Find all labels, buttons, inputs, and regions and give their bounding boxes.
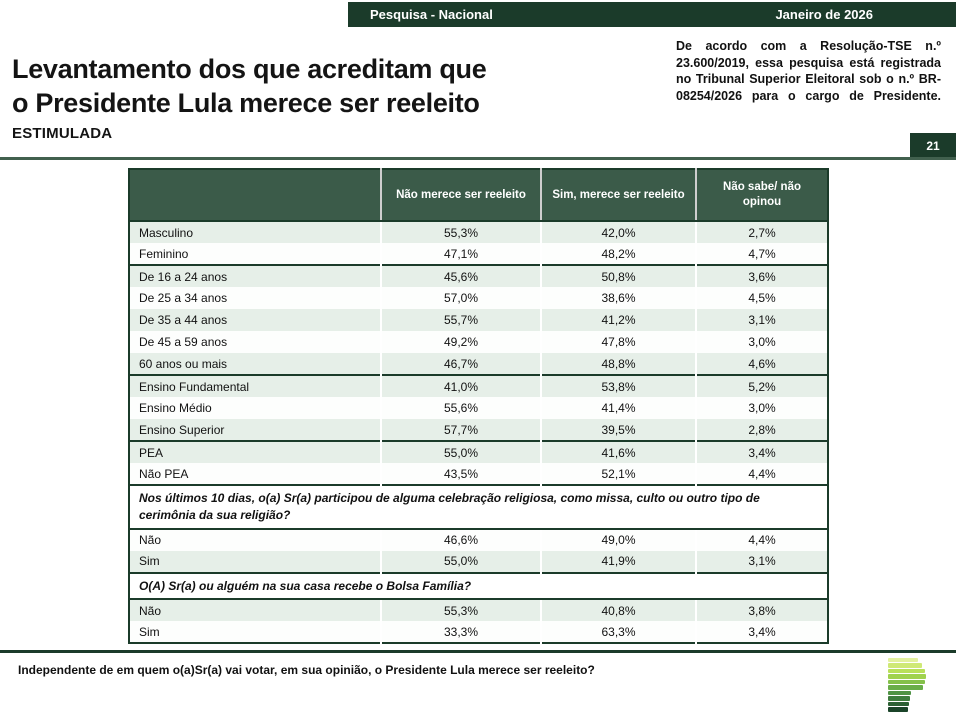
title-line-2: o Presidente Lula merece ser reeleito — [12, 88, 480, 118]
cell-value: 38,6% — [541, 287, 696, 309]
cell-value: 4,4% — [696, 529, 828, 551]
table-row-bolsa-familia-sim — [129, 621, 828, 643]
table-row-education-ensino-superior — [129, 419, 828, 441]
logo-bar — [888, 674, 926, 678]
table-row-education-ensino-m-dio — [129, 397, 828, 419]
row-label: 60 anos ou mais — [129, 353, 381, 375]
logo-bar — [888, 663, 922, 667]
table-row-education-ensino-fundamental — [129, 375, 828, 397]
cell-value: 4,7% — [696, 243, 828, 265]
cell-value: 52,1% — [541, 463, 696, 485]
logo-bar — [888, 685, 923, 689]
cell-value: 49,0% — [541, 529, 696, 551]
table-row-pea-n-o-pea — [129, 463, 828, 485]
question-row-bolsa-familia — [129, 573, 828, 600]
cell-value: 3,6% — [696, 265, 828, 287]
question-row-religion — [129, 485, 828, 529]
cell-value: 43,5% — [381, 463, 541, 485]
cell-value: 49,2% — [381, 331, 541, 353]
title-block — [12, 52, 612, 142]
cell-value: 2,7% — [696, 221, 828, 243]
row-label: De 16 a 24 anos — [129, 265, 381, 287]
cell-value: 40,8% — [541, 599, 696, 621]
cell-value: 5,2% — [696, 375, 828, 397]
cell-value: 3,0% — [696, 331, 828, 353]
table-row-age-60-anos-ou-mais — [129, 353, 828, 375]
logo-bar — [888, 658, 918, 662]
logo-bar — [888, 691, 911, 695]
table-row-religion-sim — [129, 551, 828, 573]
cell-value: 53,8% — [541, 375, 696, 397]
cell-value: 3,8% — [696, 599, 828, 621]
cell-value: 41,4% — [541, 397, 696, 419]
cell-value: 2,8% — [696, 419, 828, 441]
question-text: Nos últimos 10 dias, o(a) Sr(a) participou de alguma celebração religiosa, como missa, culto ou outro tipo de cerimônia da sua religião? — [129, 485, 828, 529]
row-label: Ensino Médio — [129, 397, 381, 419]
logo-bar — [888, 680, 925, 684]
cell-value: 45,6% — [381, 265, 541, 287]
table-row-age-de-16-a-24-anos — [129, 265, 828, 287]
table-row-age-de-25-a-34-anos — [129, 287, 828, 309]
header-separator-line — [0, 157, 956, 160]
cell-value: 4,6% — [696, 353, 828, 375]
results-table — [128, 168, 829, 644]
cell-value: 4,5% — [696, 287, 828, 309]
page-title — [12, 52, 612, 120]
cell-value: 3,4% — [696, 621, 828, 643]
table-body — [129, 221, 828, 643]
table-row-pea-pea — [129, 441, 828, 463]
row-label: Ensino Fundamental — [129, 375, 381, 397]
row-label: Feminino — [129, 243, 381, 265]
cell-value: 3,0% — [696, 397, 828, 419]
cell-value: 41,6% — [541, 441, 696, 463]
col-header-nao-sabe: Não sabe/ não opinou — [696, 169, 828, 221]
top-bar-survey-label: Pesquisa - Nacional — [370, 7, 493, 22]
table-row-age-de-45-a-59-anos — [129, 331, 828, 353]
question-text: O(A) Sr(a) ou alguém na sua casa recebe o Bolsa Família? — [129, 573, 828, 600]
results-table-wrapper — [128, 168, 827, 644]
logo-bar — [888, 707, 908, 711]
cell-value: 55,0% — [381, 441, 541, 463]
table-row-gender-feminino — [129, 243, 828, 265]
cell-value: 41,0% — [381, 375, 541, 397]
cell-value: 4,4% — [696, 463, 828, 485]
cell-value: 55,7% — [381, 309, 541, 331]
row-label: PEA — [129, 441, 381, 463]
cell-value: 3,1% — [696, 309, 828, 331]
col-header-category — [129, 169, 381, 221]
cell-value: 41,2% — [541, 309, 696, 331]
cell-value: 50,8% — [541, 265, 696, 287]
row-label: Não PEA — [129, 463, 381, 485]
top-bar-date-label: Janeiro de 2026 — [775, 7, 873, 22]
subtitle: ESTIMULADA — [12, 125, 113, 142]
row-label: Ensino Superior — [129, 419, 381, 441]
cell-value: 55,0% — [381, 551, 541, 573]
cell-value: 33,3% — [381, 621, 541, 643]
cell-value: 48,8% — [541, 353, 696, 375]
table-row-religion-n-o — [129, 529, 828, 551]
cell-value: 3,4% — [696, 441, 828, 463]
table-row-bolsa-familia-n-o — [129, 599, 828, 621]
table-row-age-de-35-a-44-anos — [129, 309, 828, 331]
row-label: Sim — [129, 621, 381, 643]
row-label: Masculino — [129, 221, 381, 243]
cell-value: 55,6% — [381, 397, 541, 419]
footer-question: Independente de em quem o(a)Sr(a) vai votar, em sua opinião, o Presidente Lula merece ser reeleito? — [18, 663, 595, 677]
row-label: De 25 a 34 anos — [129, 287, 381, 309]
logo-bar — [888, 669, 925, 673]
top-bar — [348, 2, 956, 27]
cell-value: 47,1% — [381, 243, 541, 265]
cell-value: 48,2% — [541, 243, 696, 265]
col-header-nao-merece: Não merece ser reeleito — [381, 169, 541, 221]
col-header-sim-merece: Sim, merece ser reeleito — [541, 169, 696, 221]
cell-value: 46,6% — [381, 529, 541, 551]
row-label: De 45 a 59 anos — [129, 331, 381, 353]
cell-value: 55,3% — [381, 599, 541, 621]
table-header-row — [129, 169, 828, 221]
row-label: Não — [129, 529, 381, 551]
row-label: Sim — [129, 551, 381, 573]
cell-value: 63,3% — [541, 621, 696, 643]
logo-bar — [888, 696, 910, 700]
logo-bar — [888, 702, 909, 706]
page-number-badge: 21 — [910, 133, 956, 158]
cell-value: 47,8% — [541, 331, 696, 353]
cell-value: 46,7% — [381, 353, 541, 375]
cell-value: 57,7% — [381, 419, 541, 441]
row-label: Não — [129, 599, 381, 621]
cell-value: 41,9% — [541, 551, 696, 573]
cell-value: 57,0% — [381, 287, 541, 309]
cell-value: 3,1% — [696, 551, 828, 573]
cell-value: 42,0% — [541, 221, 696, 243]
cell-value: 39,5% — [541, 419, 696, 441]
table-row-gender-masculino — [129, 221, 828, 243]
footer-separator-line — [0, 650, 956, 653]
tse-disclaimer: De acordo com a Resolução-TSE n.º 23.600/2019, essa pesquisa está registrada no Tribunal Superior Eleitoral sob o n.º BR-08254/2026 para o cargo de Presidente. — [676, 39, 941, 103]
cell-value: 55,3% — [381, 221, 541, 243]
row-label: De 35 a 44 anos — [129, 309, 381, 331]
title-line-1: Levantamento dos que acreditam que — [12, 54, 487, 84]
parana-pesquisas-logo — [888, 658, 926, 712]
